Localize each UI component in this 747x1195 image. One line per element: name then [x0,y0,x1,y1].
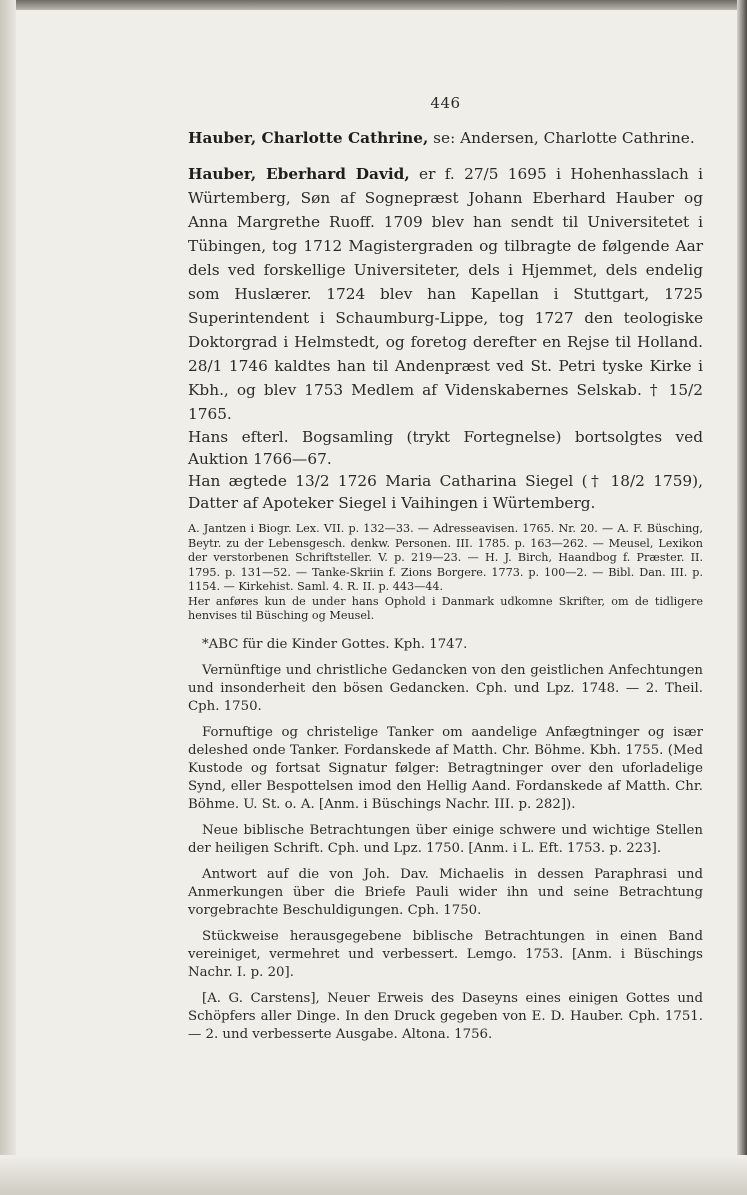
page-content [188,94,703,1044]
entry-headword: Hauber, Charlotte Cathrine, [188,129,429,147]
work-item: Antwort auf die von Joh. Dav. Michaelis in dessen Paraphrasi und Anmerkungen über die Briefe Pauli wider ihn und seine Betrachtung vorgebrachte Beschuldigungen. Cph. 1750. [188,866,703,918]
work-item: Fornuftige og christelige Tanker om aandelige Anfægtninger og især deleshed onde Tanker. Fordanskede af Matth. Chr. Böhme. Kbh. 1755. (Med Kustode og fortsat Signatur følger: Betragtninger over den uforladelige Synd, eller Bespottelsen imod den Hellig Aand. Fordanskede af Matth. Chr. Böhme. U. St. o. A. [Anm. i Büschings Nachr. III. p. 282]). [188,724,703,812]
references-block [188,522,703,624]
entry-text: se: Andersen, Charlotte Cathrine. [428,129,695,147]
reference-note: Her anføres kun de under hans Ophold i Danmark udkomne Skrifter, om de tidligere henvises til Büsching og Meusel. [188,594,703,622]
page-number: 446 [430,94,461,112]
library-paragraph: Hans efterl. Bogsamling (trykt Fortegnelse) bortsolgtes ved Auktion 1766—67. [188,428,703,468]
entry-headword: Hauber, Eberhard David, [188,165,410,183]
entry-biography [188,162,703,426]
page-right-edge [737,0,747,1195]
entry-text: er f. 27/5 1695 i Hohenhasslach i Würtemberg, Søn af Sognepræst Johann Eberhard Hauber og Anna Margrethe Ruoff. 1709 blev han sendt til Universitetet i Tübingen, tog 1712 Magistergraden og tilbragte de følgende Aar dels ved forskellige Universiteter, dels i Hjemmet, dels endelig som Huslærer. 1724 blev han Kapellan i Stuttgart, 1725 Superintendent i Schaumburg-Lippe, tog 1727 den teologiske Doktorgrad i Helmstedt, og foretog derefter en Rejse til Holland. 28/1 1746 kaldtes han til Andenpræst ved St. Petri tyske Kirke i Kbh., og blev 1753 Medlem af Videnskabernes Selskab. † 15/2 1765. [188,165,704,423]
page-left-edge [0,0,16,1195]
work-item: *ABC für die Kinder Gottes. Kph. 1747. [202,636,468,652]
page-top-edge [0,0,747,10]
page-bottom-edge [0,1155,747,1195]
reference-line: A. Jantzen i Biogr. Lex. VII. p. 132—33. — Adresseavisen. 1765. Nr. 20. — A. F. Büsching, Beytr. zu der Lebensgesch. denkw. Personen. III. 1785. p. 163—262. — Meusel, Lexikon der verstorbenen Schriftsteller. V. p. 219—23. — H. J. Birch, Haandbog f. Præster. II. 1795. p. 131—52. — Tanke-Skriin f. Zions Borgere. 1773. p. 100—2. — Bibl. Dan. III. p. 1154. — Kirkehist. Saml. 4. R. II. p. 443—44. [188,522,703,593]
work-item: [A. G. Carstens], Neuer Erweis des Daseyns eines einigen Gottes und Schöpfers aller Dinge. In den Druck gegeben von E. D. Hauber. Cph. 1751. — 2. und verbesserte Ausgabe. Altona. 1756. [188,990,703,1042]
work-item: Neue biblische Betrachtungen über einige schwere und wichtige Stellen der heiligen Schrift. Cph. und Lpz. 1750. [Anm. i L. Eft. 1753. p. 223]. [188,822,703,856]
entry-cross-reference [188,126,703,150]
work-item: Vernünftige und christliche Gedancken von den geistlichen Anfechtungen und insonderheit den bösen Gedancken. Cph. und Lpz. 1748. — 2. Theil. Cph. 1750. [188,662,703,714]
work-item: Stückweise herausgegebene biblische Betrachtungen in einen Band vereiniget, vermehret und verbessert. Lemgo. 1753. [Anm. i Büschings Nachr. I. p. 20]. [188,928,703,980]
marriage-paragraph: Han ægtede 13/2 1726 Maria Catharina Siegel († 18/2 1759), Datter af Apoteker Siegel i Vaihingen i Würtemberg. [188,472,703,512]
